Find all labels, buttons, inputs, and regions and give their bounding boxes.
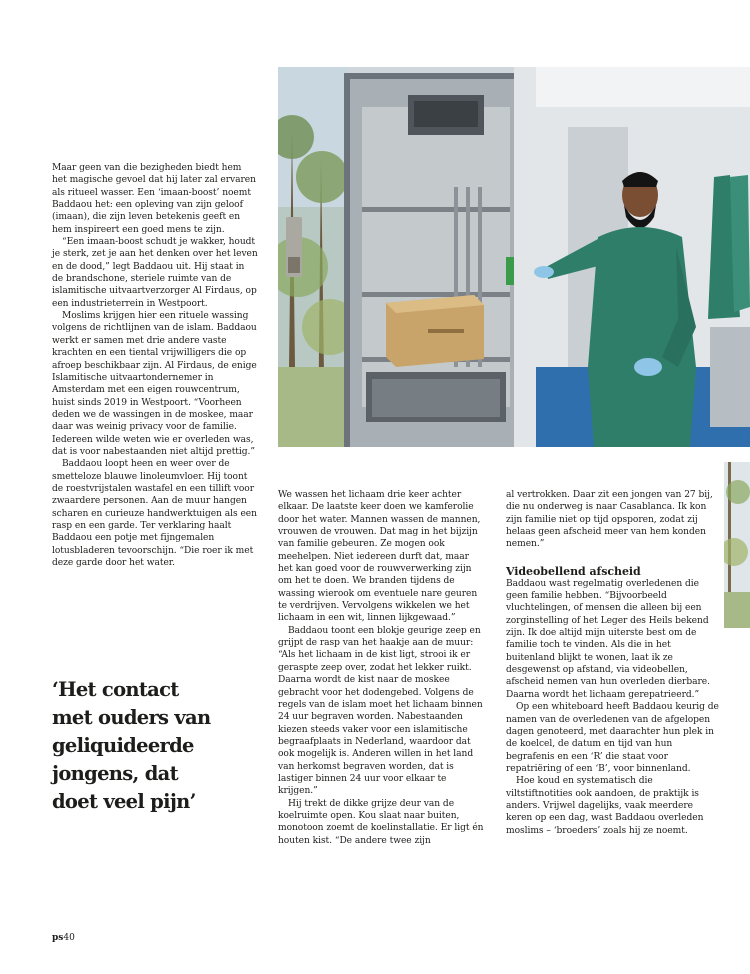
next-page-photo-sliver <box>724 462 750 628</box>
folio-page-number: 40 <box>63 933 75 943</box>
paragraph: Maar geen van die bezigheden biedt hem het magische gevoel dat hij later zal ervaren als ritueel wasser. Een ‘imaan-boost’ noemt Baddaou het: een opleving van zijn geloof (imaan), die zijn leven betekenis geeft en hem inspireert een goed mens te zijn. <box>52 163 256 235</box>
article-column-2 <box>278 489 486 847</box>
section-subheading: Videobellend afscheid <box>506 564 641 578</box>
page-folio <box>52 933 75 943</box>
paragraph: We wassen het lichaam drie keer achter elkaar. De laatste keer doen we kamferolie door het water. Mannen wassen de mannen, vrouwen de vrouwen. Dat mag in het bijzijn van familie gebeuren. Ze mogen ook meehelpen. Niet iedereen durft dat, maar het kan goed voor de rouwverwerking zijn om het te doen. We branden tijdens de wassing wierook om eventuele nare geuren te verdrijven. Vervolgens wikkelen we het lichaam in een wit, linnen lijkgewaad.” <box>278 490 481 624</box>
paragraph: Op een whiteboard heeft Baddaou keurig de namen van de overledenen van de afgelopen dagen genoteerd, met daarachter hun plek in de koelcel, de datum en tijd van hun begrafenis en een ‘R’ die staat voor repatriëring of een ‘B’, voor binnenland. <box>506 702 719 774</box>
paragraph: Baddaou wast regelmatig overledenen die geen familie hebben. “Bijvoorbeeld vluchtelingen, of mensen die alleen bij een zorginstelling of het Leger des Heils bekend zijn. Ik doe altijd mijn uiterste best om de familie toch te vinden. Als die in het buitenland blijkt te wonen, laat ik ze desgewenst op afstand, via videobellen, afscheid nemen van hun overleden dierbare. Daarna wordt het lichaam gerepatrieerd.” <box>506 578 710 700</box>
article-column-3 <box>506 489 722 837</box>
paragraph: Hoe koud en systematisch die viltstiftnotities ook aandoen, de praktijk is anders. Vrijwel dagelijks, vaak meerdere keren op een dag, wast Baddaou overleden moslims – ‘broeders’ zoals hij ze noemt. <box>506 776 704 836</box>
photo-sliver-image <box>724 462 750 628</box>
paragraph: al vertrokken. Daar zit een jongen van 27 bij, die nu onderweg is naar Casablanca. Ik kon zijn familie niet op tijd opsporen, zodat zij helaas geen afscheid meer van hem konden nemen.” <box>506 490 713 550</box>
article-column-1 <box>52 162 258 569</box>
paragraph: “Een imaan-boost schudt je wakker, houdt je sterk, zet je aan het denken over het leven en de dood,” legt Baddaou uit. Hij staat in de brandschone, steriele ruimte van de islamitische uitvaartverzorger Al Firdaus, op een industrieterrein in Westpoort. <box>52 237 258 309</box>
pull-quote: ‘Het contact met ouders van geliquideerde jongens, dat doet veel pijn’ <box>52 678 211 813</box>
article-photo <box>278 67 750 447</box>
paragraph: Moslims krijgen hier een rituele wassing volgens de richtlijnen van de islam. Baddaou werkt er samen met drie andere vaste krachten en een tiental vrijwilligers die op afroep beschikbaar zijn. Al Firdaus, de enige Islamitische uitvaartondernemer in Amsterdam met een eigen rouwcentrum, huist sinds 2019 in Westpoort. “Voorheen deden we de wassingen in de moskee, maar daar was weinig privacy voor de familie. Iedereen wilde weten wie er overleden was, dat is voor nabestaanden niet altijd prettig.” <box>52 311 257 457</box>
folio-brand: ps <box>52 933 64 943</box>
paragraph: Hij trekt de dikke grijze deur van de koelruimte open. Kou slaat naar buiten, monotoon zoemt de koelinstallatie. Er ligt én houten kist. “De andere twee zijn <box>278 798 484 846</box>
paragraph: Baddaou toont een blokje geurige zeep en grijpt de rasp van het haakje aan de muur: “Als het lichaam in de kist ligt, strooi ik er geraspte zeep over, zodat het lekker ruikt. Daarna wordt de kist naar de moskee gebracht voor het dodengebed. Volgens de regels van de islam moet het lichaam binnen 24 uur begraven worden. Nabestaanden kiezen steeds vaker voor een islamitische begraafplaats in Nederland, waardoor dat ook mogelijk is. Anderen willen in het land van herkomst begraven worden, dat is lastiger binnen 24 uur voor elkaar te krijgen.” <box>278 625 483 797</box>
cold-storage-photo <box>278 67 750 447</box>
paragraph: Baddaou loopt heen en weer over de smetteloze blauwe linoleumvloer. Hij toont de roestvrijstalen wastafel en een tillift voor zwaardere personen. Aan de muur hangen scharen en curieuze handwerktuigen als een rasp en een garde. Ter verklaring haalt Baddaou een potje met fijngemalen lotusbladeren tevoorschijn. “Die roer ik met deze garde door het water. <box>52 459 257 568</box>
